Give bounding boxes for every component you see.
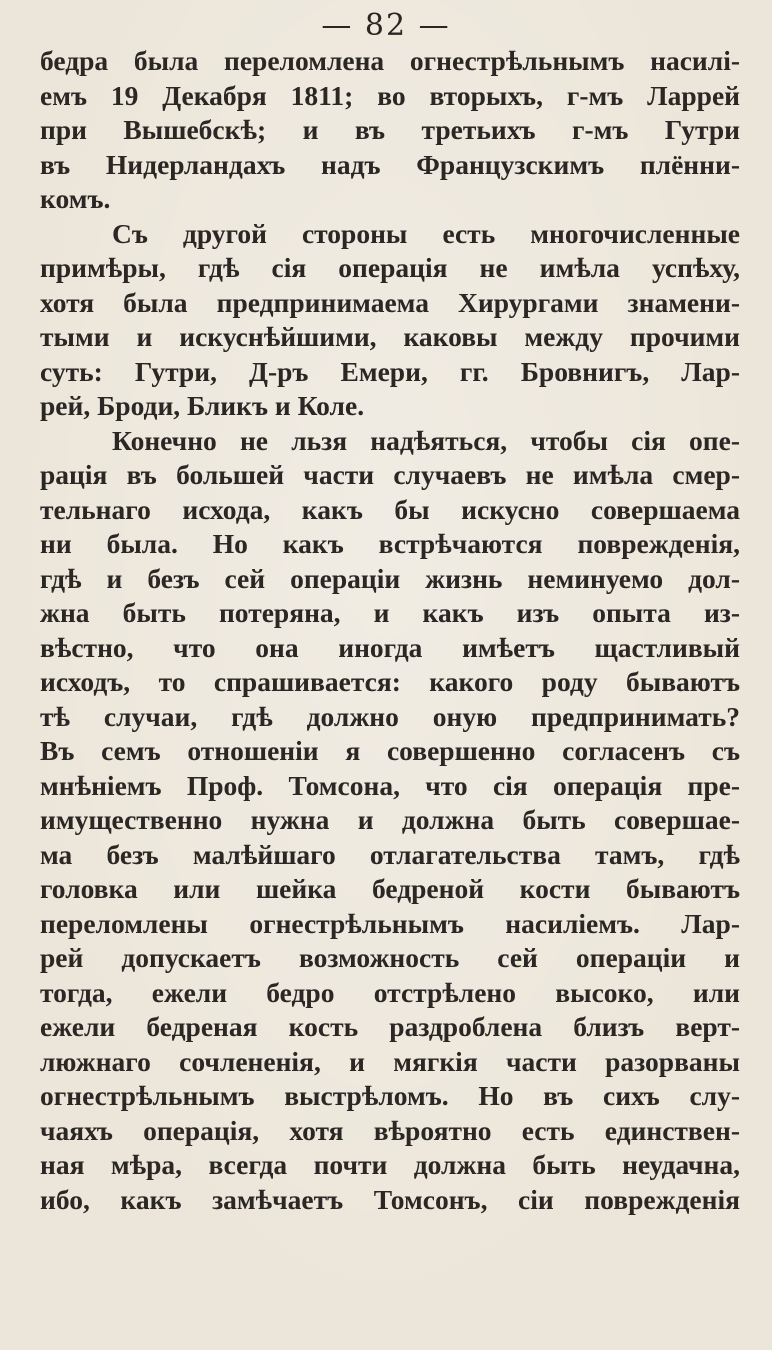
page-number: — 82 —	[321, 8, 451, 43]
text-line: люжнаго сочлененія, и мягкія части разорваны	[40, 1045, 740, 1077]
text-line: ная мѣра, всегда почти должна быть неудачна,	[40, 1149, 740, 1180]
text-line: ибо, какъ замѣчаетъ Томсонъ, сіи поврежденія	[40, 1183, 740, 1215]
text-line: тѣ случаи, гдѣ должно оную предпринимать?	[40, 700, 740, 732]
text-line: ежели бедреная кость раздроблена близъ верт-	[40, 1011, 740, 1042]
text-line: гдѣ и безъ сей операціи жизнь неминуемо дол-	[40, 562, 740, 594]
text-line: вѣстно, что она иногда имѣетъ щастливый	[40, 631, 740, 663]
text-line: рація въ большей части случаевъ не имѣла смер-	[40, 459, 740, 490]
body-text	[40, 44, 740, 1217]
text-line: примѣры, гдѣ сія операція не имѣла успѣху,	[40, 252, 740, 283]
text-line: въ Нидерландахъ надъ Французскимъ плённи-	[40, 148, 740, 180]
text-line: головка или шейка бедреной кости бываютъ	[40, 873, 740, 904]
text-line: Съ другой стороны есть многочисленные	[112, 217, 740, 249]
text-line: рей, Броди, Бликъ и Коле.	[40, 390, 365, 421]
text-line: ма безъ малѣйшаго отлагательства тамъ, гдѣ	[40, 838, 740, 870]
text-line: ни была. Но какъ встрѣчаются поврежденія,	[40, 528, 740, 559]
text-line: имущественно нужна и должна быть совершае-	[40, 804, 740, 835]
text-line: огнестрѣльнымъ выстрѣломъ. Но въ сихъ слу-	[40, 1080, 740, 1111]
text-line: Въ семъ отношеніи я совершенно согласенъ съ	[40, 735, 740, 766]
text-line: хотя была предпринимаема Хирургами знамени-	[40, 286, 740, 318]
text-line: исходъ, то спрашивается: какого роду бываютъ	[40, 666, 740, 697]
text-line: комъ.	[40, 183, 111, 214]
text-line: чаяхъ операція, хотя вѣроятно есть единствен-	[40, 1114, 740, 1146]
text-line: емъ 19 Декабря 1811; во вторыхъ, г-мъ Ларрей	[40, 79, 740, 111]
text-line: переломлены огнестрѣльнымъ насиліемъ. Лар-	[40, 907, 740, 939]
text-line: суть: Гутри, Д-ръ Емери, гг. Бровнигъ, Лар-	[40, 355, 740, 387]
text-line: рей допускаетъ возможность сей операціи и	[40, 942, 740, 973]
text-line: жна быть потеряна, и какъ изъ опыта из-	[40, 597, 740, 628]
text-line: при Вышебскѣ; и въ третьихъ г-мъ Гутри	[40, 114, 740, 145]
text-line: тогда, ежели бедро отстрѣлено высоко, или	[40, 976, 740, 1008]
text-line: мнѣніемъ Проф. Томсона, что сія операція пре-	[40, 769, 740, 801]
text-line: тельнаго исхода, какъ бы искусно совершаема	[40, 493, 740, 525]
text-line: бедра была переломлена огнестрѣльнымъ насилі-	[40, 45, 740, 76]
text-line: тыми и искуснѣйшими, каковы между прочими	[40, 321, 740, 352]
text-line: Конечно не льзя надѣяться, чтобы сія опе-	[112, 424, 740, 456]
